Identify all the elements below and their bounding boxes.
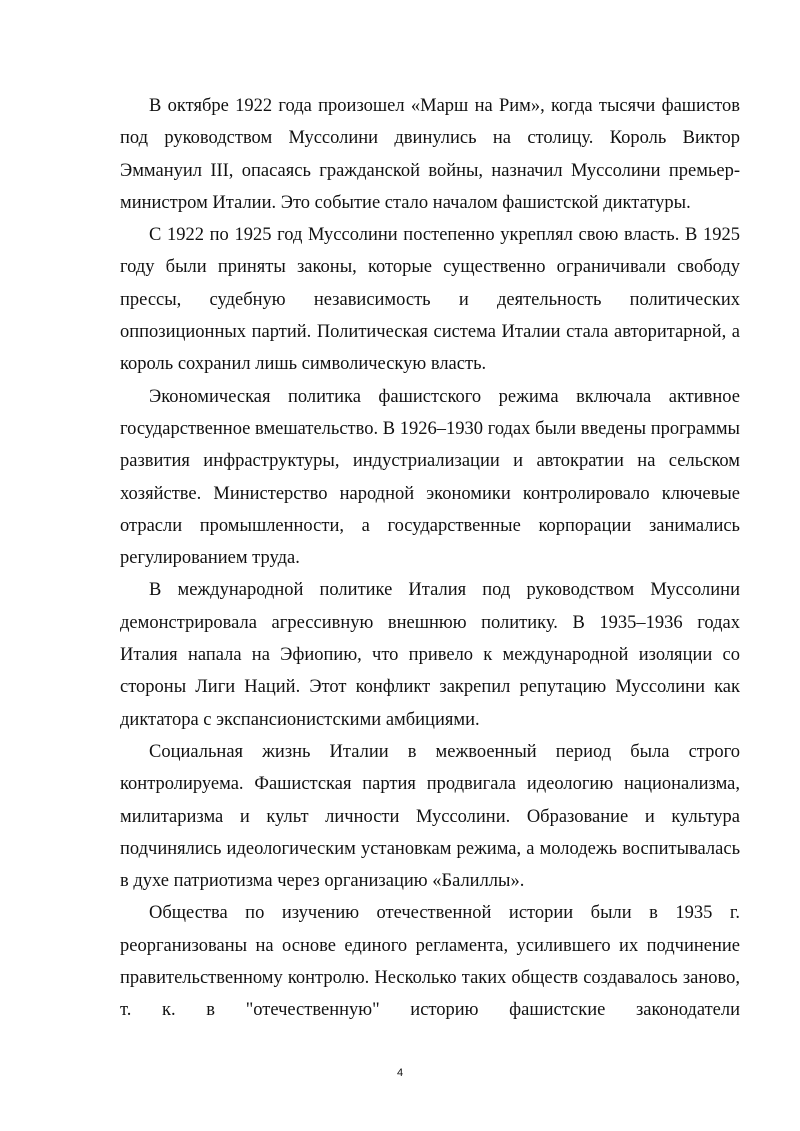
- paragraph-foreign-policy: В международной политике Италия под руководством Муссолини демонстрировала агрессивную внешнюю политику. В 1935–1936 годах Италия напала на Эфиопию, что привело к международной изоляции со стороны Лиги Наций. Этот конфликт закрепил репутацию Муссолини как диктатора с экспансионистскими амбициями.: [120, 580, 740, 730]
- paragraph-economic-policy: Экономическая политика фашистского режима включала активное государственное вмешательство. В 1926–1930 годах были введены программы развития инфраструктуры, индустриализации и автократии на сельском хозяйстве. Министерство народной экономики контролировало ключевые отрасли промышленности, а государственные корпорации занимались регулированием труда.: [120, 386, 740, 569]
- paragraph-march-on-rome: В октябре 1922 года произошел «Марш на Рим», когда тысячи фашистов под руководством Муссолини двинулись на столицу. Король Виктор Эммануил III, опасаясь гражданской войны, назначил Муссолини премьер-министром Италии. Это событие стало началом фашистской диктатуры.: [120, 96, 740, 213]
- body-text: [120, 90, 740, 1027]
- paragraph-social-life: Социальная жизнь Италии в межвоенный период была строго контролируема. Фашистская партия продвигала идеологию национализма, милитаризма и культ личности Муссолини. Образование и культура подчинялись идеологическим установкам режима, а молодежь воспитывалась в духе патриотизма через организацию «Балиллы».: [120, 741, 740, 892]
- page-number: 4: [396, 1067, 404, 1079]
- paragraph-consolidation-of-power: С 1922 по 1925 год Муссолини постепенно укреплял свою власть. В 1925 году были приняты законы, которые существенно ограничивали свободу прессы, судебную независимость и деятельность политических оппозиционных партий. Политическая система Италии стала авторитарной, а король сохранил лишь символическую власть.: [120, 225, 740, 375]
- paragraph-history-societies: Общества по изучению отечественной истории были в 1935 г. реорганизованы на основе единого регламента, усилившего их подчинение правительственному контролю. Несколько таких обществ создавалось заново, т. к. в "отечественную" историю фашистские законодатели: [120, 903, 740, 1021]
